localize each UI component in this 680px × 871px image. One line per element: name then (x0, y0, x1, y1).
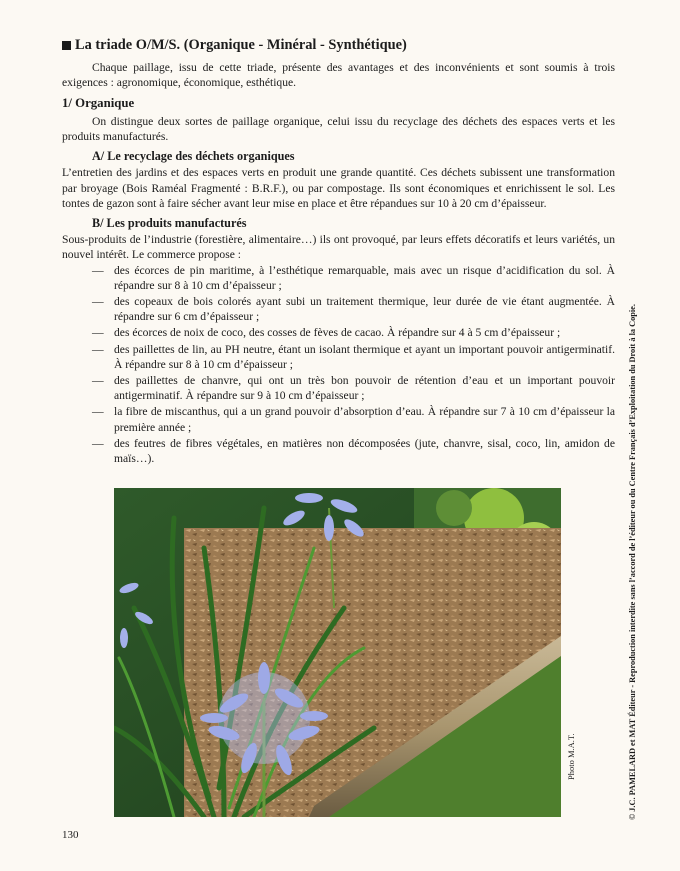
square-bullet-icon (62, 41, 71, 50)
list-item-text: des paillettes de lin, au PH neutre, étant un isolant thermique et ayant un important pouvoir antigerminatif. À répandre sur 8 à 10 cm d’épaisseur ; (114, 342, 615, 371)
dash-bullet: — (92, 374, 104, 388)
page-number: 130 (62, 829, 79, 841)
intro-paragraph: Chaque paillage, issu de cette triade, présente des avantages et des inconvénients et sont soumis à trois exigences : agronomique, économique, esthétique. (62, 61, 615, 90)
page-content (62, 38, 615, 467)
copyright-notice: © J.C. PAMELARD et MAT Éditeur - Reproduction interdite sans l’accord de l’éditeur ou du Centre Français d’Exploitation du Droit à la Copie. (628, 304, 637, 820)
list-item-text: la fibre de miscanthus, qui a un grand pouvoir d’absorption d’eau. À répandre sur 7 à 10 cm d’épaisseur la première année ; (114, 405, 615, 434)
recycling-heading: A/ Le recyclage des déchets organiques (92, 149, 295, 164)
recycling-paragraph: L’entretien des jardins et des espaces verts en produit une grande quantité. Ces déchets subissent une transformation par broyage (Bois Raméal Fragmenté : B.R.F.), ou par compostage. Ils sont économiques et enrichissent le sol. Les tontes de gazon sont à faire sécher avant leur mise en place et être répandues sur 10 à 20 cm d’épaisseur. (62, 166, 615, 210)
list-item (92, 342, 615, 372)
manufactured-paragraph: Sous-produits de l’industrie (forestière, alimentaire…) ils ont provoqué, par leurs effets décoratifs et leurs variétés, un nouvel intérêt. Le commerce propose : (62, 233, 615, 262)
list-item (92, 294, 615, 324)
list-item-text: des feutres de fibres végétales, en matières non décomposées (jute, chanvre, sisal, coco, lin, amidon de maïs…). (114, 436, 615, 466)
list-item-text: des écorces de noix de coco, des cosses de fèves de cacao. À répandre sur 4 à 5 cm d’épaisseur ; (114, 326, 561, 340)
photo-credit: Photo M.A.T. (566, 733, 576, 780)
list-item-text: des écorces de pin maritime, à l’esthétique remarquable, mais avec un risque d’acidification du sol. À répandre sur 8 à 10 cm d’épaisseur ; (114, 263, 615, 292)
list-item (92, 436, 615, 466)
list-item (92, 373, 615, 403)
garden-mulch-photo (114, 488, 561, 817)
list-item (92, 404, 615, 434)
dash-bullet: — (92, 342, 104, 356)
section-heading-text: La triade O/M/S. (Organique - Minéral - Synthétique) (75, 37, 407, 53)
dash-bullet: — (92, 295, 104, 309)
dash-bullet: — (92, 436, 104, 450)
dash-bullet: — (92, 326, 104, 340)
section-heading (62, 38, 615, 53)
dash-bullet: — (92, 263, 104, 277)
list-item-text: des copeaux de bois colorés ayant subi un traitement thermique, leur durée de vie étant augmentée. À répandre sur 6 cm d’épaisseur ; (114, 295, 615, 324)
list-item (92, 263, 615, 293)
manufactured-heading: B/ Les produits manufacturés (92, 216, 247, 231)
product-list (92, 263, 615, 467)
organic-heading: 1/ Organique (62, 95, 135, 110)
dash-bullet: — (92, 405, 104, 419)
list-item (92, 325, 615, 340)
organic-paragraph: On distingue deux sortes de paillage organique, celui issu du recyclage des déchets des espaces verts et les produits manufacturés. (62, 114, 615, 144)
list-item-text: des paillettes de chanvre, qui ont un très bon pouvoir de rétention d’eau et un important pouvoir antigerminatif. À répandre sur 9 à 10 cm d’épaisseur ; (114, 374, 615, 403)
